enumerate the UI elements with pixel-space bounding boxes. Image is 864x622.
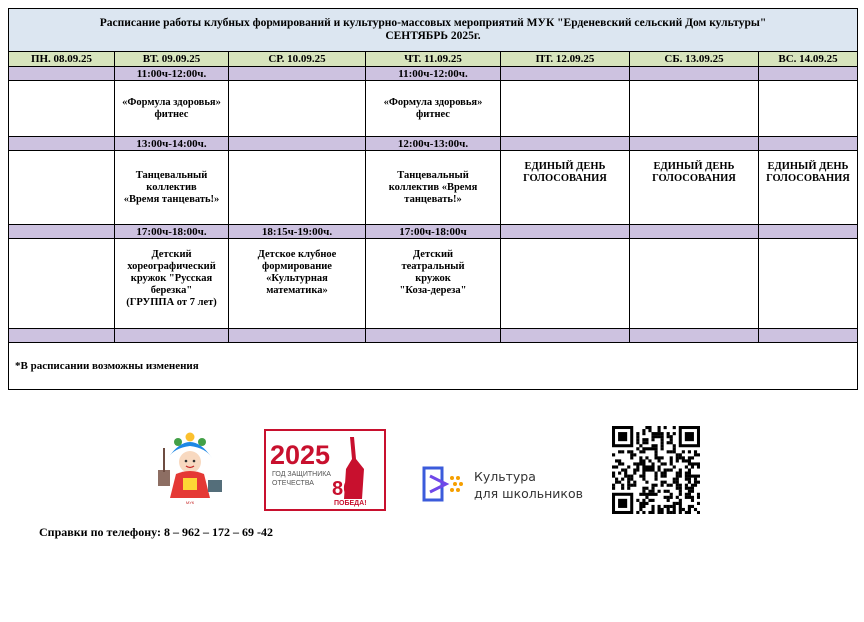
time-cell-r3-4 — [501, 225, 630, 239]
time-cell-r1-5 — [630, 67, 759, 81]
event-cell-r2-1: Танцевальный коллектив «Время танцевать!» — [115, 151, 229, 225]
event-cell-r3-4 — [501, 239, 630, 329]
kultura-logo-text — [474, 468, 583, 502]
event-cell-r2-5: ЕДИНЫЙ ДЕНЬ ГОЛОСОВАНИЯ — [630, 151, 759, 225]
empty-time-cell-4 — [501, 329, 630, 343]
event-cell-r3-0 — [9, 239, 115, 329]
event-cell-r1-4 — [501, 81, 630, 137]
event-cell-r1-5 — [630, 81, 759, 137]
time-cell-r2-5 — [630, 137, 759, 151]
times-row-2 — [9, 137, 858, 151]
times-row-1 — [9, 67, 858, 81]
time-cell-r2-2 — [229, 137, 366, 151]
day-header-0: ПН. 08.09.25 — [9, 52, 115, 67]
times-row-3 — [9, 225, 858, 239]
event-cell-r1-1: «Формула здоровья» фитнес — [115, 81, 229, 137]
time-cell-r2-3: 12:00ч-13:00ч. — [366, 137, 501, 151]
kultura-logo-icon — [420, 464, 468, 504]
day-header-6: ВС. 14.09.25 — [759, 52, 858, 67]
event-cell-r1-6 — [759, 81, 858, 137]
event-cell-r3-1: Детский хореографический кружок "Русская березка" (ГРУППА от 7 лет) — [115, 239, 229, 329]
schedule-title — [9, 9, 858, 52]
time-cell-r3-2: 18:15ч-19:00ч. — [229, 225, 366, 239]
time-cell-r3-1: 17:00ч-18:00ч. — [115, 225, 229, 239]
folk-doll-logo — [150, 428, 230, 508]
events-row-3 — [9, 239, 858, 329]
event-cell-r3-5 — [630, 239, 759, 329]
day-header-3: ЧТ. 11.09.25 — [366, 52, 501, 67]
time-cell-r3-3: 17:00ч-18:00ч — [366, 225, 501, 239]
time-cell-r1-6 — [759, 67, 858, 81]
schedule-table — [8, 8, 858, 390]
empty-time-cell-2 — [229, 329, 366, 343]
time-cell-r3-0 — [9, 225, 115, 239]
event-cell-r2-3: Танцевальный коллектив «Время танцевать!» — [366, 151, 501, 225]
qr-code[interactable] — [612, 426, 700, 514]
empty-time-cell-5 — [630, 329, 759, 343]
badge-number-text: 80 — [332, 478, 355, 500]
schedule-title-line1: Расписание работы клубных формирований и культурно-массовых мероприятий МУК "Ерденевский сельский Дом культуры" — [99, 17, 767, 29]
phone-info: Справки по телефону: 8 – 962 – 172 – 69 -42 — [39, 525, 273, 539]
event-cell-r3-2: Детское клубное формирование «Культурная математика» — [229, 239, 366, 329]
time-cell-r1-2 — [229, 67, 366, 81]
empty-times-row — [9, 329, 858, 343]
time-cell-r3-6 — [759, 225, 858, 239]
event-cell-r2-0 — [9, 151, 115, 225]
badge-line2-text: ОТЕЧЕСТВА — [272, 480, 314, 487]
time-cell-r2-4 — [501, 137, 630, 151]
empty-time-cell-1 — [115, 329, 229, 343]
event-cell-r1-2 — [229, 81, 366, 137]
time-cell-r2-1: 13:00ч-14:00ч. — [115, 137, 229, 151]
time-cell-r3-5 — [630, 225, 759, 239]
time-cell-r1-0 — [9, 67, 115, 81]
event-cell-r2-6: ЕДИНЫЙ ДЕНЬ ГОЛОСОВАНИЯ — [759, 151, 858, 225]
badge-year-text: 2025 — [270, 440, 331, 470]
event-cell-r3-3: Детский театральный кружок "Коза-дереза" — [366, 239, 501, 329]
event-cell-r2-2 — [229, 151, 366, 225]
events-row-1 — [9, 81, 858, 137]
event-cell-r1-0 — [9, 81, 115, 137]
day-header-1: ВТ. 09.09.25 — [115, 52, 229, 67]
events-row-2 — [9, 151, 858, 225]
day-header-4: ПТ. 12.09.25 — [501, 52, 630, 67]
time-cell-r1-3: 11:00ч-12:00ч. — [366, 67, 501, 81]
time-cell-r1-4 — [501, 67, 630, 81]
empty-time-cell-6 — [759, 329, 858, 343]
time-cell-r1-1: 11:00ч-12:00ч. — [115, 67, 229, 81]
day-header-2: СР. 10.09.25 — [229, 52, 366, 67]
kultura-line2: для школьников — [474, 486, 583, 501]
event-cell-r1-3: «Формула здоровья» фитнес — [366, 81, 501, 137]
empty-time-cell-3 — [366, 329, 501, 343]
schedule-title-line2: СЕНТЯБРЬ 2025г. — [385, 30, 481, 42]
time-cell-r2-0 — [9, 137, 115, 151]
event-cell-r2-4: ЕДИНЫЙ ДЕНЬ ГОЛОСОВАНИЯ — [501, 151, 630, 225]
empty-time-cell-0 — [9, 329, 115, 343]
days-header-row — [9, 52, 858, 67]
kultura-line1: Культура — [474, 469, 536, 484]
badge-word-text: ПОБЕДА! — [334, 500, 367, 507]
defender-year-badge — [264, 429, 386, 511]
badge-line1-text: ГОД ЗАЩИТНИКА — [272, 471, 331, 478]
event-cell-r3-6 — [759, 239, 858, 329]
day-header-5: СБ. 13.09.25 — [630, 52, 759, 67]
svg-text:МУК: МУК — [185, 500, 195, 505]
schedule-note: *В расписании возможны изменения — [9, 343, 858, 390]
time-cell-r2-6 — [759, 137, 858, 151]
